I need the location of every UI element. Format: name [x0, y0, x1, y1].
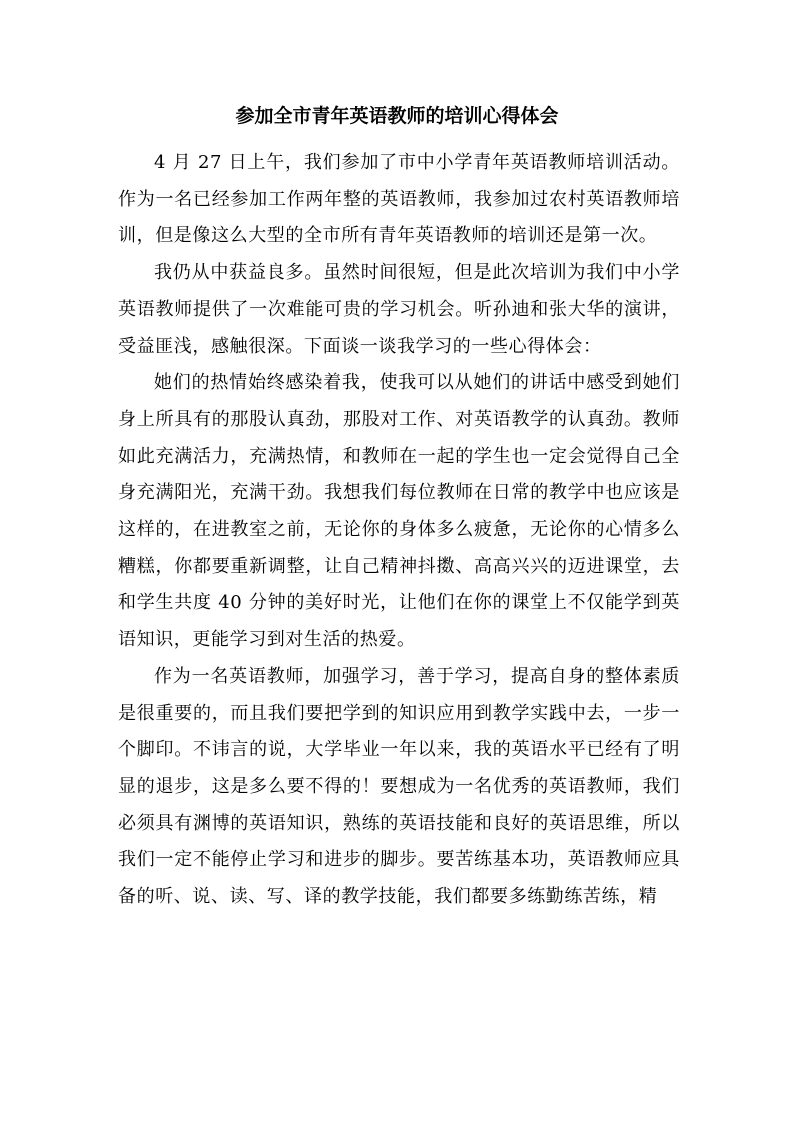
paragraph-4: 作为一名英语教师，加强学习，善于学习，提高自身的整体素质是很重要的，而且我们要把学到的知识应用到教学实践中去，一步一个脚印。不讳言的说，大学毕业一年以来，我的英语水平已经有了明显的退步，这是多么要不得的！要想成为一名优秀的英语教师，我们必须具有渊博的英语知识，熟练的英语技能和良好的英语思维，所以我们一定不能停止学习和进步的脚步。要苦练基本功，英语教师应具备的听、说、读、写、译的教学技能，我们都要多练勤练苦练，精 — [118, 665, 680, 908]
paragraph-3: 她们的热情始终感染着我，使我可以从她们的讲话中感受到她们身上所具有的那股认真劲，那股对工作、对英语教学的认真劲。教师如此充满活力，充满热情，和教师在一起的学生也一定会觉得自己全身充满阳光，充满干劲。我想我们每位教师在日常的教学中也应该是这样的，在进教室之前，无论你的身体多么疲惫，无论你的心情多么糟糕，你都要重新调整，让自己精神抖擞、高高兴兴的迈进课堂，去和学生共度 40 分钟的美好时光，让他们在你的课堂上不仅能学到英语知识，更能学习到对生活的热爱。 — [118, 372, 680, 651]
paragraph-1: 4 月 27 日上午，我们参加了市中小学青年英语教师培训活动。作为一名已经参加工作两年整的英语教师，我参加过农村英语教师培训，但是像这么大型的全市所有青年英语教师的培训还是第一次。 — [118, 152, 680, 247]
paragraph-2: 我仍从中获益良多。虽然时间很短，但是此次培训为我们中小学英语教师提供了一次难能可贵的学习机会。听孙迪和张大华的演讲，受益匪浅，感触很深。下面谈一谈我学习的一些心得体会： — [118, 262, 680, 357]
document-body — [118, 145, 680, 916]
document-title: 参加全市青年英语教师的培训心得体会 — [235, 105, 559, 127]
